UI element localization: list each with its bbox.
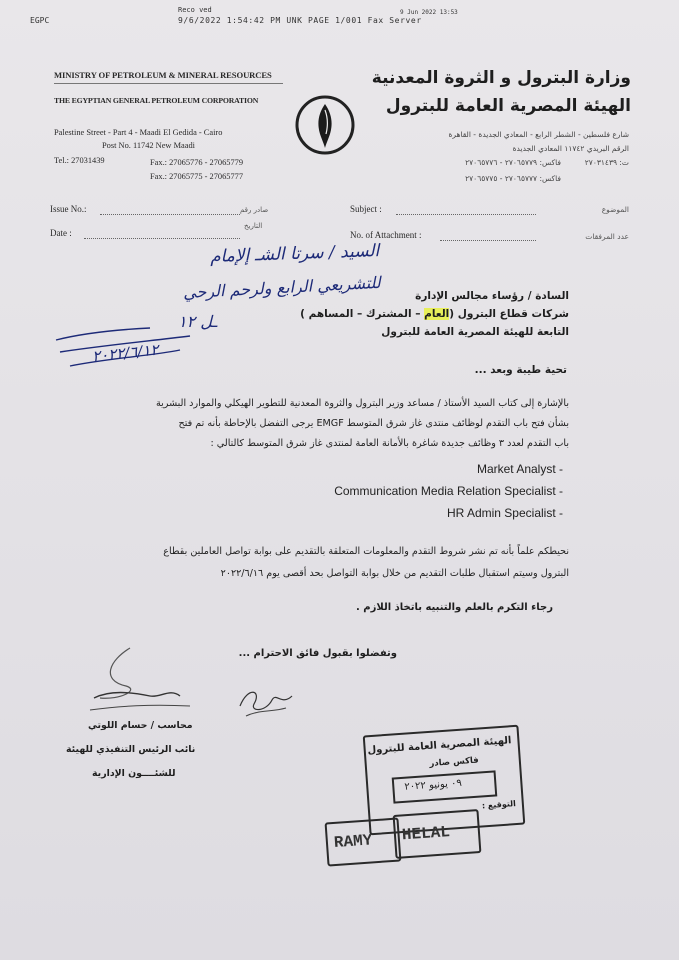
address-ar-1: شارع فلسطين - الشطر الرابع - المعادي الجديدة - القاهرة bbox=[448, 130, 629, 139]
corporation-name-en: THE EGYPTIAN GENERAL PETROLEUM CORPORATION bbox=[54, 96, 259, 105]
name-stamp-first bbox=[325, 817, 402, 866]
address-en-1: Palestine Street - Part 4 - Maadi El Gedida - Cairo bbox=[54, 128, 223, 137]
issue-no-label: Issue No.: bbox=[50, 204, 87, 214]
stamp-name-first: RAMY bbox=[333, 831, 373, 853]
address-en-2: Post No. 11742 New Maadi bbox=[102, 141, 195, 150]
fax-en-2: Fax.: 27065775 - 27065777 bbox=[150, 172, 244, 181]
name-stamp-last bbox=[393, 809, 482, 859]
fax-ar-2: فاكس: ٢٧٠٦٥٧٧٧ - ٢٧٠٦٥٧٧٥ bbox=[465, 174, 561, 183]
fax-header-line: 9/6/2022 1:54:42 PM UNK PAGE 1/001 Fax Server bbox=[178, 16, 422, 25]
signatory-title-1: نائب الرئيس التنفيذي للهيئة bbox=[66, 744, 196, 755]
fax-en-1: Fax.: 27065776 - 27065779 bbox=[150, 158, 244, 167]
addressee-line-2: شركات قطاع البترول (العام – المشترك – المساهم ) bbox=[300, 308, 569, 320]
tel-ar: ت: ٢٧٠٣١٤٣٩ bbox=[584, 158, 629, 167]
signature-scribble-icon bbox=[80, 640, 200, 720]
signatory-name: محاسب / حسام اللوتي bbox=[88, 720, 193, 731]
body-p2-line-2: البترول وسيتم استقبال طلبات التقديم من خلال بوابة التواصل بحد أقصى يوم ٢٠٢٢/٦/١٦ bbox=[220, 568, 569, 579]
handwritten-line-1: السيد / سرتا الشـ إلإمام bbox=[209, 241, 380, 267]
job-item-3: HR Admin Specialist - bbox=[446, 506, 563, 520]
handwritten-date: ٢٠٢٢/٦/١٢ bbox=[91, 340, 160, 366]
corporation-name-ar: الهيئة المصرية العامة للبترول bbox=[385, 96, 631, 116]
ministry-name-ar: وزارة البترول و الثروة المعدنية bbox=[371, 68, 631, 88]
body-p3: رجاء التكرم بالعلم والتنبيه باتخاذ اللازم . bbox=[356, 602, 553, 613]
addressee-line-3: التابعة للهيئة المصرية العامة للبترول bbox=[381, 326, 569, 338]
signatory-title-2: للشئــــون الإدارية bbox=[92, 768, 176, 779]
date-label-ar: التاريخ bbox=[244, 222, 263, 230]
ministry-name-en: MINISTRY OF PETROLEUM & MINERAL RESOURCES bbox=[54, 70, 272, 80]
issue-no-label-ar: صادر رقم bbox=[240, 206, 269, 214]
stamp-signature-label: التوقيع : bbox=[481, 799, 517, 811]
greeting: تحية طيبة وبعد ... bbox=[474, 364, 567, 376]
job-item-2: Communication Media Relation Specialist - bbox=[334, 484, 563, 498]
closing: وتفضلوا بقبول فائق الاحترام ... bbox=[238, 648, 397, 659]
initials-signature-icon bbox=[232, 676, 302, 726]
fax-sender: EGPC bbox=[30, 16, 50, 25]
egpc-logo-icon bbox=[294, 94, 356, 156]
handwritten-scribble-icon bbox=[50, 300, 200, 380]
date-label: Date : bbox=[50, 228, 72, 238]
stamp-date-box bbox=[392, 770, 498, 803]
fax-ar-1: فاكس: ٢٧٠٦٥٧٧٩ - ٢٧٠٦٥٧٧٦ bbox=[465, 158, 561, 167]
attachment-label-ar: عدد المرفقات bbox=[585, 232, 629, 241]
handwritten-line-3: ـل ١٢ bbox=[178, 312, 218, 331]
job-item-1: Market Analyst - bbox=[476, 462, 563, 476]
handwritten-line-2: للتشريعي الرابع ولرحم الرحي bbox=[182, 272, 382, 303]
highlighted-public-sector: العام bbox=[424, 308, 450, 320]
tel-en: Tel.: 27031439 bbox=[54, 156, 105, 165]
stamp-type: فاكس صادر bbox=[429, 755, 480, 769]
address-ar-2: الرقم البريدي ١١٧٤٢ المعادي الجديدة bbox=[512, 144, 629, 153]
fax-receipt-label: Reco ved bbox=[178, 6, 212, 14]
body-p1-line-1: بالإشارة إلى كتاب السيد الأستاذ / مساعد وزير البترول والثروة المعدنية للتطوير الهيكلي والموارد البشرية bbox=[155, 398, 569, 409]
attachment-label: No. of Attachment : bbox=[350, 230, 422, 240]
subject-label: Subject : bbox=[350, 204, 382, 214]
body-p1-line-2: بشأن فتح باب التقدم لوظائف منتدى غاز شرق المتوسط EMGF يرجى التفضل بالإحاطة بأنه تم فتح bbox=[178, 418, 569, 429]
stamp-org: الهيئة المصرية العامة للبترول bbox=[367, 735, 512, 757]
body-p2-line-1: نحيطكم علماً بأنه تم نشر شروط التقدم والمعلومات المتعلقة بالتقديم على بوابة تواصل العاملين بقطاع bbox=[163, 546, 569, 557]
fax-time-small: 9 Jun 2022 13:53 bbox=[400, 9, 458, 16]
subject-label-ar: الموضوع bbox=[601, 205, 629, 214]
body-p1-line-3: باب التقدم لعدد ٣ وظائف جديدة شاغرة بالأمانة العامة لمنتدى غاز شرق المتوسط كالتالي : bbox=[210, 438, 569, 449]
addressee-line-1: السادة / رؤساء مجالس الإدارة bbox=[415, 290, 569, 302]
stamp-date: ٠٩ يونيو ٢٠٢٢ bbox=[404, 777, 463, 793]
stamp-name-last: HELAL bbox=[401, 823, 451, 845]
